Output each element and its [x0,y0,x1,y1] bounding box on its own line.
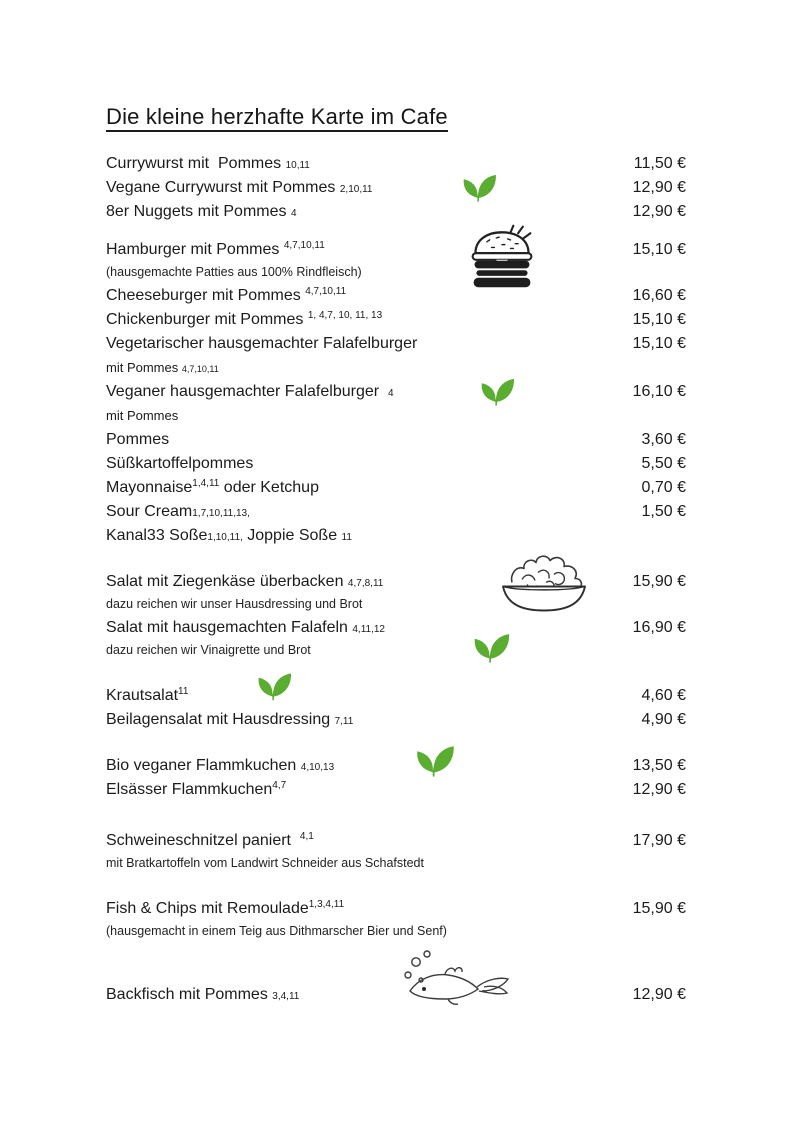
item-price: 12,90 € [632,986,686,1003]
item-price: 3,60 € [641,431,686,448]
page-title-text: Die kleine herzhafte Karte im Cafe [106,104,448,132]
item-name: Chickenburger mit Pommes $^{1, 4,7, 10, 11, 13}$ [106,310,383,328]
menu-item-row [106,284,686,308]
menu-item-row [106,476,686,500]
item-price: 16,10 € [632,383,686,400]
item-name: Sour Cream1,7,10,11,13, [106,503,250,520]
item-description: dazu reichen wir Vinaigrette und Brot [106,643,311,657]
item-footnotes: 4,7,10,11 [305,286,347,297]
menu-item-row [106,829,686,853]
item-price: 13,50 € [632,757,686,774]
item-footnotes: 1,4,11 [192,478,220,489]
item-footnotes: 4,7 [272,780,287,791]
menu-item-row [106,176,686,200]
item-name: Kanal33 Soße1,10,11, Joppie Soße 11 [106,527,352,544]
item-footnotes: 2,10,11 [339,184,373,195]
menu-item-row [106,404,686,428]
item-footnotes: 10,11 [285,160,310,171]
menu-item-row [106,684,686,708]
menu-item-row [106,152,686,176]
item-description: (hausgemachte Patties aus 100% Rindfleisch) [106,265,362,279]
item-name: Süßkartoffelpommes [106,455,254,472]
item-price: 12,90 € [632,179,686,196]
item-price: 4,90 € [641,711,686,728]
item-price: 1,50 € [641,503,686,520]
item-name: Vegane Currywurst mit Pommes 2,10,11 [106,179,373,196]
item-name: Schweineschnitzel paniert $^{4,1}$ [106,831,314,849]
item-name: Backfisch mit Pommes 3,4,11 [106,986,300,1003]
item-name: Mayonnaise$^{1,4,11}$ oder Ketchup [106,478,319,496]
item-name: Elsässer Flammkuchen$^{4,7}$ [106,780,287,798]
menu-item-row [106,983,686,1007]
item-price: 15,10 € [632,311,686,328]
item-name: mit Pommes [106,408,179,423]
item-footnotes: 1,3,4,11 [308,899,345,910]
item-price: 16,90 € [632,619,686,636]
section-gap [106,802,686,829]
menu-item-row [106,356,686,380]
menu-rows [106,152,686,1007]
section-gap [106,732,686,754]
section-gap [106,548,686,570]
menu-item-row [106,380,686,404]
item-footnotes: 4,10,13 [300,762,335,773]
item-name: Pommes [106,431,170,448]
item-name: Salat mit Ziegenkäse überbacken 4,7,8,11 [106,573,384,590]
item-name: 8er Nuggets mit Pommes 4 [106,203,297,220]
item-name: Currywurst mit Pommes 10,11 [106,155,310,172]
item-price: 12,90 € [632,203,686,220]
item-price: 12,90 € [632,781,686,798]
menu-item-row [106,524,686,548]
item-footnotes: 4,11,12 [352,624,385,635]
item-footnotes: 1, 4,7, 10, 11, 13 [307,310,383,321]
item-name: Cheeseburger mit Pommes $^{4,7,10,11}$ [106,286,347,304]
section-gap [106,224,686,238]
item-footnotes: 1,7,10,11,13, [192,508,250,519]
item-footnotes: 4,1 [299,831,314,842]
item-name: Beilagensalat mit Hausdressing 7,11 [106,711,354,728]
item-description: (hausgemacht in einem Teig aus Dithmarscher Bier und Senf) [106,924,447,938]
item-footnotes: 4,7,10,11 [283,240,325,251]
section-gap [106,662,686,684]
menu-item-row [106,452,686,476]
menu-item-row [106,897,686,921]
item-footnotes: 4,7,10,11 [181,364,219,374]
item-price: 15,10 € [632,335,686,352]
item-footnotes: 4,7,8,11 [347,578,384,589]
item-footnotes: 11 [341,532,352,543]
menu-item-row [106,778,686,802]
menu-item-row [106,500,686,524]
section-gap [106,943,686,983]
item-price: 4,60 € [641,687,686,704]
item-name: Krautsalat$^{11}$ [106,686,189,704]
item-name: Salat mit hausgemachten Falafeln 4,11,12 [106,619,385,636]
item-price: 11,50 € [633,155,686,172]
section-gap [106,875,686,897]
menu-item-row [106,308,686,332]
menu-item-row [106,332,686,356]
menu-content [106,103,686,1007]
menu-item-row [106,708,686,732]
menu-item-row [106,754,686,778]
item-footnotes: 4 [290,208,297,219]
item-footnotes: 11 [178,686,189,697]
item-name: Vegetarischer hausgemachter Falafelburger [106,335,418,352]
menu-item-row [106,616,686,640]
menu-item-row [106,570,686,594]
item-name: mit Pommes 4,7,10,11 [106,360,219,375]
menu-item-row [106,238,686,262]
item-description: mit Bratkartoffeln vom Landwirt Schneider aus Schafstedt [106,856,424,870]
item-footnotes: 3,4,11 [272,991,300,1002]
item-price: 5,50 € [641,455,686,472]
item-name: Bio veganer Flammkuchen 4,10,13 [106,757,335,774]
item-footnotes: 4 [387,388,394,399]
item-footnotes: 7,11 [334,716,354,727]
item-price: 16,60 € [632,287,686,304]
item-price: 0,70 € [641,479,686,496]
menu-item-row [106,428,686,452]
item-price: 15,90 € [632,573,686,590]
item-price: 15,90 € [632,900,686,917]
item-name: Veganer hausgemachter Falafelburger 4 [106,383,394,400]
item-name: Fish & Chips mit Remoulade$^{1,3,4,11}$ [106,899,345,917]
item-name: Hamburger mit Pommes $^{4,7,10,11}$ [106,240,325,258]
item-price: 15,10 € [632,241,686,258]
item-footnotes: 1,10,11, [207,532,243,543]
item-description: dazu reichen wir unser Hausdressing und Brot [106,597,363,611]
menu-item-row [106,200,686,224]
item-price: 17,90 € [632,832,686,849]
page-title [106,103,686,131]
